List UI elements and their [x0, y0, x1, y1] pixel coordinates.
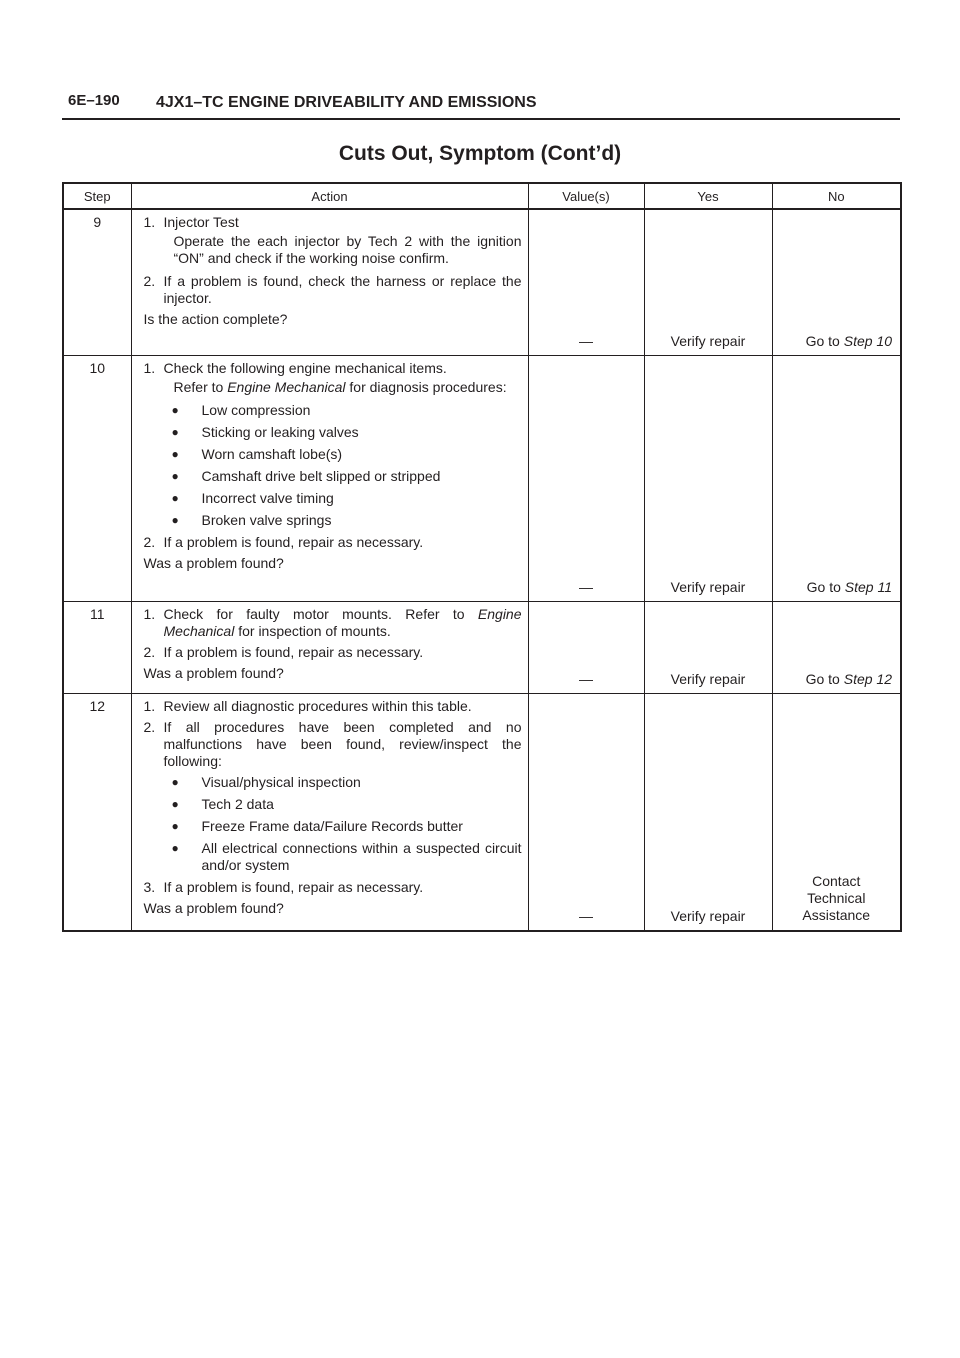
diagnostic-table [62, 182, 902, 932]
no-cell [772, 355, 901, 601]
table-row [63, 601, 901, 693]
value-cell: — [528, 209, 644, 355]
action-item: Review all diagnostic procedures within this table. [163, 697, 472, 714]
item-number: 1. [143, 697, 156, 714]
list-item [144, 840, 522, 874]
yes-cell: Verify repair [644, 355, 772, 601]
table-header-row [63, 183, 901, 209]
bullet-text: All electrical connections within a suspected circuit and/or system [201, 839, 522, 873]
value-cell: — [528, 693, 644, 931]
no-cell [772, 209, 901, 355]
bullet-icon: ● [171, 402, 179, 417]
page-number: 6E–190 [68, 92, 120, 109]
no-cell [772, 693, 901, 931]
item-number: 1. [143, 605, 156, 622]
bullet-icon: ● [171, 796, 179, 811]
yes-cell: Verify repair [644, 601, 772, 693]
column-header-yes: Yes [644, 183, 772, 209]
bullet-icon: ● [171, 818, 179, 833]
no-cell [772, 601, 901, 693]
reference-link: Engine Mechanical [227, 378, 346, 395]
item-text: for inspection of mounts. [234, 622, 391, 639]
action-detail: Operate the each injector by Tech 2 with the ignition “ON” and check if the working noise confirm. [173, 233, 522, 266]
detail-text: Refer to [173, 378, 228, 395]
bullet-icon: ● [171, 840, 179, 855]
detail-text: for diagnosis procedures: [345, 378, 507, 395]
yes-cell: Verify repair [644, 209, 772, 355]
action-detail [144, 379, 522, 396]
bullet-text: Worn camshaft lobe(s) [201, 445, 343, 462]
list-item [144, 490, 522, 507]
step-number: 11 [63, 601, 131, 693]
step-reference: Step 11 [844, 578, 892, 595]
bullet-text: Tech 2 data [201, 795, 274, 812]
value-cell: — [528, 355, 644, 601]
column-header-no: No [772, 183, 901, 209]
bullet-text: Sticking or leaking valves [201, 423, 359, 440]
column-header-action: Action [131, 183, 528, 209]
action-question: Was a problem found? [143, 664, 284, 681]
action-item: Injector Test [163, 214, 239, 230]
action-cell [131, 693, 528, 931]
action-cell [131, 209, 528, 355]
no-prefix: Go to [805, 332, 844, 349]
item-number: 2. [143, 533, 156, 550]
bullet-icon: ● [171, 512, 179, 527]
bullet-text: Camshaft drive belt slipped or stripped [201, 467, 441, 484]
no-line: Contact [812, 873, 861, 889]
item-number: 1. [143, 359, 156, 376]
action-question: Was a problem found? [143, 554, 284, 571]
item-number: 3. [143, 878, 156, 895]
bullet-icon: ● [171, 446, 179, 461]
action-item: If a problem is found, repair as necessary. [163, 533, 424, 550]
item-number: 2. [143, 718, 156, 735]
action-item: If a problem is found, repair as necessary. [163, 643, 424, 660]
bullet-text: Incorrect valve timing [201, 489, 334, 506]
item-number: 1. [143, 214, 156, 230]
reference-link: Engine Mechanical [163, 605, 522, 639]
action-question: Is the action complete? [143, 311, 288, 327]
column-header-step: Step [63, 183, 131, 209]
no-prefix: Go to [805, 670, 844, 687]
bullet-icon: ● [171, 424, 179, 439]
list-item [144, 796, 522, 813]
step-number: 12 [63, 693, 131, 931]
column-header-values: Value(s) [528, 183, 644, 209]
bullet-icon: ● [171, 468, 179, 483]
bullet-icon: ● [171, 490, 179, 505]
action-item: If a problem is found, repair as necessary. [163, 878, 424, 895]
list-item [144, 512, 522, 529]
page-title: Cuts Out, Symptom (Cont’d) [338, 142, 622, 165]
action-item: If all procedures have been completed and no malfunctions have been found, review/inspect the following: [163, 718, 522, 769]
bullet-text: Broken valve springs [201, 511, 332, 528]
list-item [144, 818, 522, 835]
page-header [62, 88, 900, 120]
bullet-text: Freeze Frame data/Failure Records butter [201, 817, 463, 834]
no-prefix: Go to [806, 578, 845, 595]
action-item: Check the following engine mechanical items. [163, 359, 447, 376]
list-item [144, 402, 522, 419]
bullet-text: Visual/physical inspection [201, 773, 361, 790]
action-cell [131, 355, 528, 601]
step-number: 9 [63, 209, 131, 355]
action-item [164, 606, 522, 640]
item-text: Check for faulty motor mounts. Refer to [163, 605, 478, 622]
item-number: 2. [143, 273, 156, 289]
table-row [63, 209, 901, 355]
step-number: 10 [63, 355, 131, 601]
item-number: 2. [143, 643, 156, 660]
bullet-icon: ● [171, 774, 179, 789]
bullet-text: Low compression [201, 401, 311, 418]
list-item [144, 468, 522, 485]
list-item [144, 774, 522, 791]
value-cell: — [528, 601, 644, 693]
action-question: Was a problem found? [143, 899, 284, 916]
step-reference: Step 10 [843, 332, 892, 349]
list-item [144, 424, 522, 441]
action-cell [131, 601, 528, 693]
table-row [63, 355, 901, 601]
step-reference: Step 12 [843, 670, 892, 687]
table-row [63, 693, 901, 931]
section-title: 4JX1–TC ENGINE DRIVEABILITY AND EMISSIONS [156, 94, 537, 111]
action-item: If a problem is found, check the harness or replace the injector. [163, 273, 522, 306]
no-line: Technical [807, 890, 866, 906]
list-item [144, 446, 522, 463]
no-line: Assistance [802, 907, 871, 923]
yes-cell: Verify repair [644, 693, 772, 931]
